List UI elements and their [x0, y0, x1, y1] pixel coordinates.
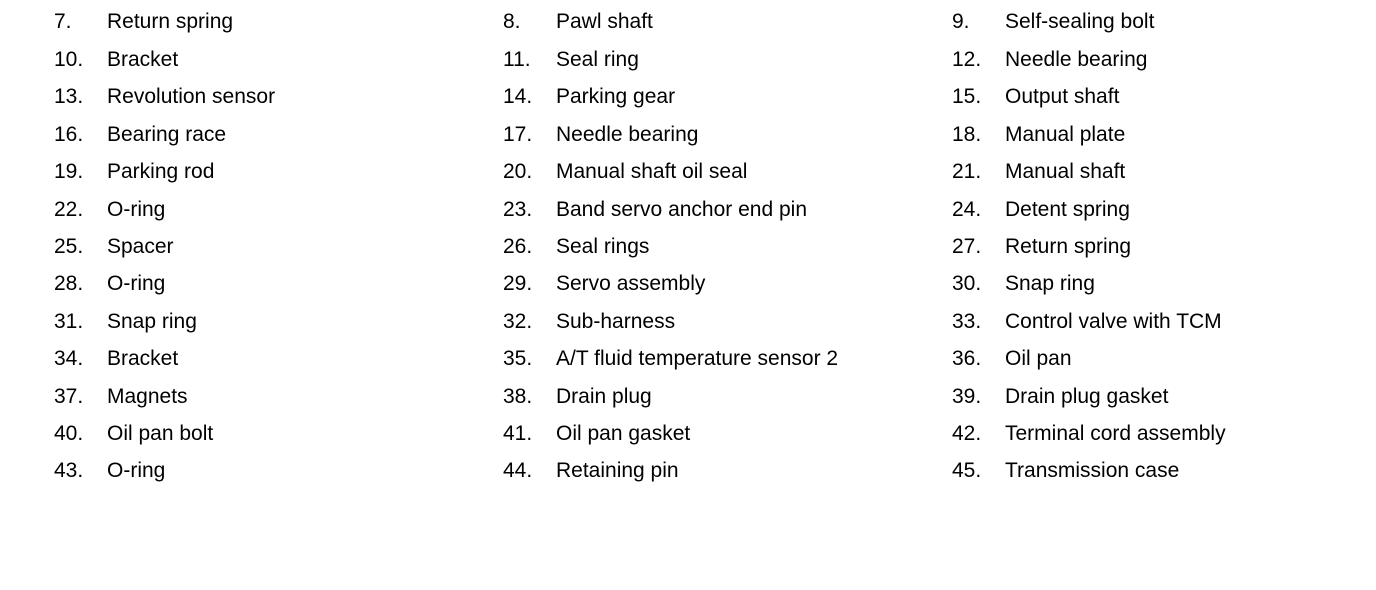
item-label: A/T fluid temperature sensor 2: [556, 347, 839, 370]
item-label: Return spring: [1005, 235, 1132, 258]
item-label: Return spring: [107, 10, 234, 33]
legend-row: [0, 116, 1376, 153]
item-label: Magnets: [107, 385, 188, 408]
item-label: Parking gear: [556, 85, 676, 108]
item-label: Seal rings: [556, 235, 650, 258]
legend-row: [0, 153, 1376, 190]
item-number: 11.: [503, 48, 531, 71]
item-label: Revolution sensor: [107, 85, 276, 108]
item-label: O-ring: [107, 459, 166, 482]
item-number: 9.: [952, 10, 970, 33]
item-label: Transmission case: [1005, 459, 1180, 482]
item-number: 31.: [54, 310, 84, 333]
item-label: Manual shaft oil seal: [556, 160, 748, 183]
item-number: 17.: [503, 123, 533, 146]
item-number: 16.: [54, 123, 84, 146]
item-number: 8.: [503, 10, 521, 33]
item-number: 33.: [952, 310, 982, 333]
item-label: Self-sealing bolt: [1005, 10, 1155, 33]
item-label: Drain plug gasket: [1005, 385, 1169, 408]
item-label: Needle bearing: [556, 123, 699, 146]
item-number: 30.: [952, 272, 982, 295]
item-number: 14.: [503, 85, 533, 108]
legend-row: [0, 41, 1376, 78]
item-number: 43.: [54, 459, 84, 482]
item-number: 41.: [503, 422, 533, 445]
item-number: 20.: [503, 160, 533, 183]
item-label: O-ring: [107, 272, 166, 295]
item-number: 42.: [952, 422, 982, 445]
item-number: 13.: [54, 85, 84, 108]
item-label: Bracket: [107, 48, 179, 71]
legend-row: [0, 191, 1376, 228]
item-label: Snap ring: [1005, 272, 1095, 295]
item-number: 28.: [54, 272, 84, 295]
item-number: 39.: [952, 385, 982, 408]
item-number: 7.: [54, 10, 72, 33]
legend-row: [0, 78, 1376, 115]
item-label: Manual shaft: [1005, 160, 1126, 183]
item-label: Servo assembly: [556, 272, 706, 295]
legend-row: [0, 303, 1376, 340]
item-label: Manual plate: [1005, 123, 1126, 146]
item-label: Bearing race: [107, 123, 227, 146]
item-label: Spacer: [107, 235, 174, 258]
item-label: Terminal cord assembly: [1005, 422, 1226, 445]
item-label: Drain plug: [556, 385, 652, 408]
item-number: 19.: [54, 160, 84, 183]
item-number: 36.: [952, 347, 982, 370]
item-number: 27.: [952, 235, 982, 258]
item-number: 37.: [54, 385, 84, 408]
item-label: Band servo anchor end pin: [556, 198, 808, 221]
item-label: Oil pan gasket: [556, 422, 691, 445]
item-number: 32.: [503, 310, 533, 333]
item-number: 35.: [503, 347, 533, 370]
legend-row: [0, 378, 1376, 415]
legend-row: [0, 3, 1376, 40]
legend-row: [0, 452, 1376, 489]
item-number: 34.: [54, 347, 84, 370]
item-number: 12.: [952, 48, 982, 71]
item-number: 18.: [952, 123, 982, 146]
item-label: Output shaft: [1005, 85, 1120, 108]
item-number: 22.: [54, 198, 84, 221]
legend-row: [0, 265, 1376, 302]
item-label: Control valve with TCM: [1005, 310, 1222, 333]
item-number: 38.: [503, 385, 533, 408]
item-label: Seal ring: [556, 48, 639, 71]
item-number: 21.: [952, 160, 982, 183]
legend-row: [0, 228, 1376, 265]
item-number: 25.: [54, 235, 84, 258]
item-label: Oil pan: [1005, 347, 1072, 370]
item-label: Retaining pin: [556, 459, 679, 482]
item-number: 26.: [503, 235, 533, 258]
legend-row: [0, 415, 1376, 452]
item-number: 44.: [503, 459, 533, 482]
item-number: 40.: [54, 422, 84, 445]
item-label: Pawl shaft: [556, 10, 653, 33]
item-label: Snap ring: [107, 310, 197, 333]
item-label: Bracket: [107, 347, 179, 370]
item-label: Needle bearing: [1005, 48, 1148, 71]
item-number: 10.: [54, 48, 84, 71]
item-label: Oil pan bolt: [107, 422, 214, 445]
item-label: Detent spring: [1005, 198, 1130, 221]
item-number: 45.: [952, 459, 982, 482]
item-number: 29.: [503, 272, 533, 295]
item-label: Parking rod: [107, 160, 215, 183]
item-number: 15.: [952, 85, 982, 108]
legend-row: [0, 340, 1376, 377]
item-label: O-ring: [107, 198, 166, 221]
item-number: 23.: [503, 198, 533, 221]
item-number: 24.: [952, 198, 982, 221]
item-label: Sub-harness: [556, 310, 676, 333]
